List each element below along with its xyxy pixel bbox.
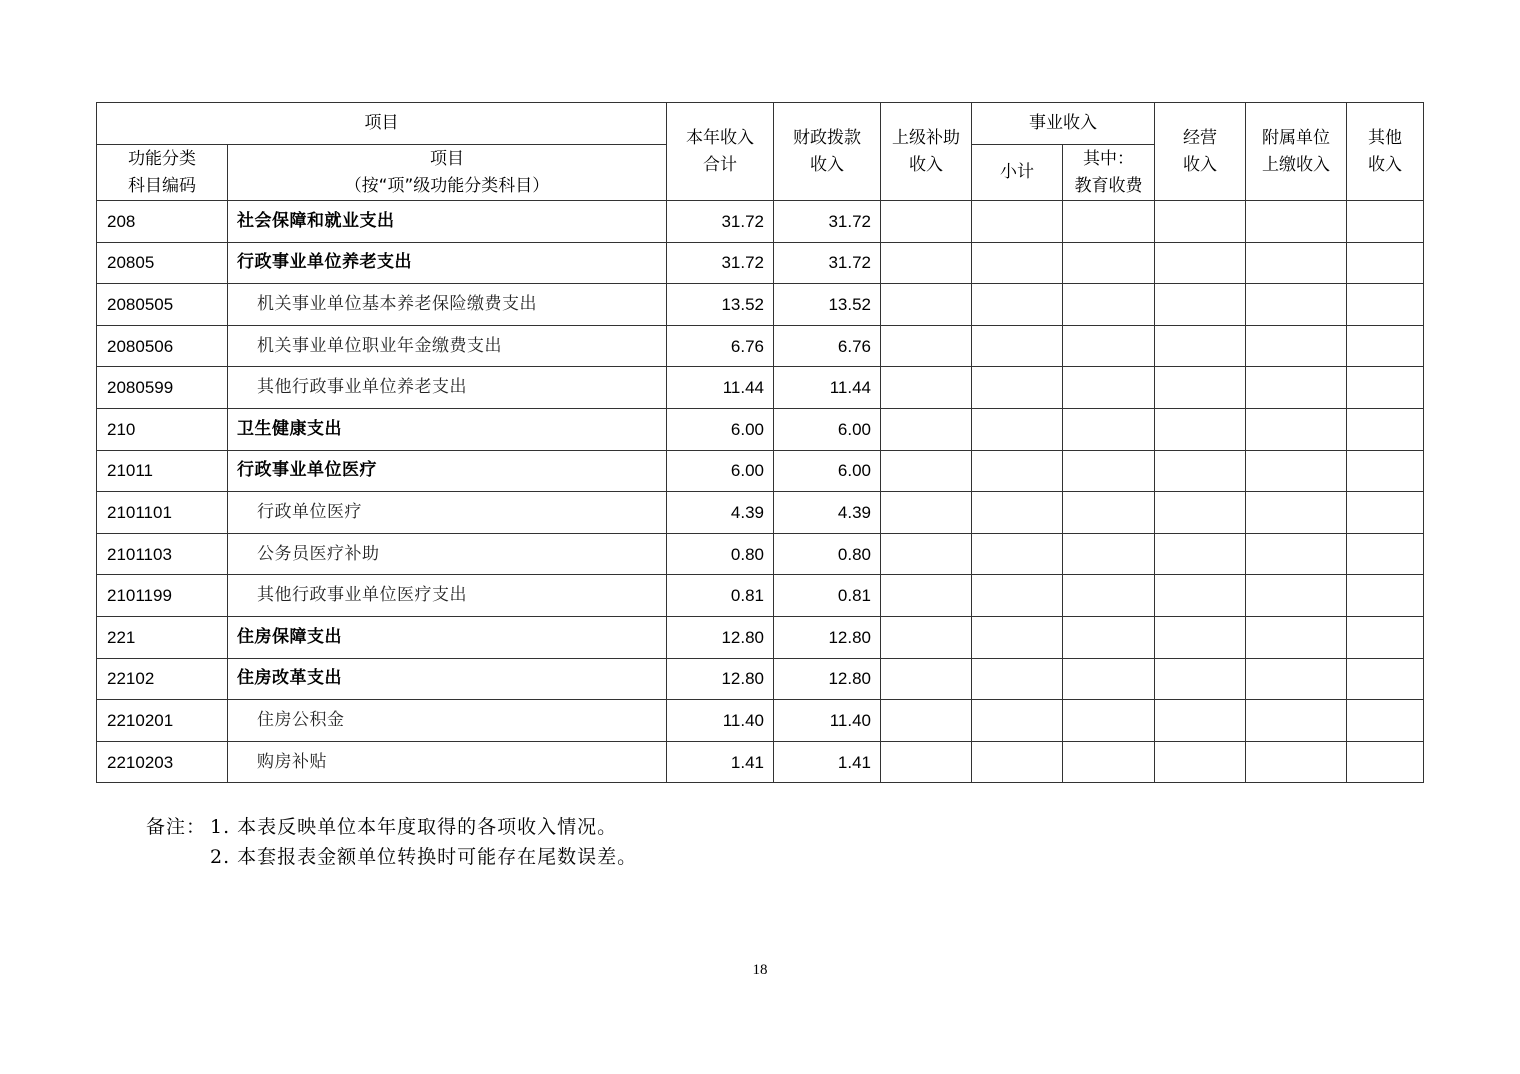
row-total: 4.39: [667, 492, 774, 534]
row-code: 210: [97, 408, 228, 450]
table-header: [97, 103, 1424, 201]
row-code: 2080505: [97, 284, 228, 326]
row-total: 12.80: [667, 616, 774, 658]
header-subtotal: 小计: [972, 145, 1063, 201]
notes-label: 备注：: [146, 816, 207, 838]
notes: [146, 812, 637, 872]
header-affiliated: 附属单位 上缴收入: [1246, 103, 1347, 201]
header-superior: 上级补助 收入: [881, 103, 972, 201]
table-row: [97, 741, 1424, 783]
row-name: 行政单位医疗: [228, 492, 667, 534]
row-name: 行政事业单位养老支出: [228, 242, 667, 284]
row-fiscal: 12.80: [774, 658, 881, 700]
header-total: 本年收入 合计: [667, 103, 774, 201]
table-row: [97, 367, 1424, 409]
row-total: 0.80: [667, 533, 774, 575]
row-fiscal: 12.80: [774, 616, 881, 658]
row-code: 2080599: [97, 367, 228, 409]
header-operating: 经营 收入: [1155, 103, 1246, 201]
row-code: 2080506: [97, 325, 228, 367]
row-code: 2101199: [97, 575, 228, 617]
header-fiscal: 财政拨款 收入: [774, 103, 881, 201]
table-row: [97, 201, 1424, 243]
table-row: [97, 242, 1424, 284]
row-fiscal: 6.00: [774, 408, 881, 450]
income-table: [96, 102, 1424, 783]
row-fiscal: 31.72: [774, 242, 881, 284]
row-name: 住房保障支出: [228, 616, 667, 658]
row-name: 行政事业单位医疗: [228, 450, 667, 492]
row-code: 22102: [97, 658, 228, 700]
row-fiscal: 1.41: [774, 741, 881, 783]
row-fiscal: 11.40: [774, 700, 881, 742]
header-item: 项目 （按“项”级功能分类科目）: [228, 145, 667, 201]
table-row: [97, 658, 1424, 700]
table-body: [97, 201, 1424, 783]
row-fiscal: 4.39: [774, 492, 881, 534]
row-name: 机关事业单位职业年金缴费支出: [228, 325, 667, 367]
row-name: 其他行政事业单位养老支出: [228, 367, 667, 409]
row-code: 221: [97, 616, 228, 658]
row-name: 卫生健康支出: [228, 408, 667, 450]
table-row: [97, 408, 1424, 450]
header-code: 功能分类 科目编码: [97, 145, 228, 201]
row-name: 机关事业单位基本养老保险缴费支出: [228, 284, 667, 326]
row-total: 12.80: [667, 658, 774, 700]
table-row: [97, 575, 1424, 617]
row-total: 11.44: [667, 367, 774, 409]
table-row: [97, 450, 1424, 492]
page-number: 18: [752, 962, 768, 978]
row-code: 20805: [97, 242, 228, 284]
row-fiscal: 6.76: [774, 325, 881, 367]
header-education: 其中： 教育收费: [1063, 145, 1155, 201]
table-row: [97, 492, 1424, 534]
table-row: [97, 616, 1424, 658]
note-item: 2. 本套报表金额单位转换时可能存在尾数误差。: [210, 846, 638, 868]
row-name: 其他行政事业单位医疗支出: [228, 575, 667, 617]
row-fiscal: 13.52: [774, 284, 881, 326]
row-code: 2101101: [97, 492, 228, 534]
row-name: 住房改革支出: [228, 658, 667, 700]
row-fiscal: 31.72: [774, 201, 881, 243]
row-code: 2101103: [97, 533, 228, 575]
row-total: 6.00: [667, 450, 774, 492]
row-name: 住房公积金: [228, 700, 667, 742]
row-fiscal: 11.44: [774, 367, 881, 409]
row-code: 208: [97, 201, 228, 243]
header-business: 事业收入: [972, 103, 1155, 145]
header-other: 其他 收入: [1347, 103, 1424, 201]
row-total: 11.40: [667, 700, 774, 742]
table-row: [97, 284, 1424, 326]
row-total: 13.52: [667, 284, 774, 326]
row-code: 21011: [97, 450, 228, 492]
row-total: 31.72: [667, 201, 774, 243]
row-total: 6.76: [667, 325, 774, 367]
row-total: 0.81: [667, 575, 774, 617]
table-row: [97, 533, 1424, 575]
note-item: 1. 本表反映单位本年度取得的各项收入情况。: [210, 816, 618, 838]
row-fiscal: 0.81: [774, 575, 881, 617]
row-fiscal: 0.80: [774, 533, 881, 575]
row-total: 6.00: [667, 408, 774, 450]
row-total: 31.72: [667, 242, 774, 284]
table-row: [97, 325, 1424, 367]
row-fiscal: 6.00: [774, 450, 881, 492]
row-name: 公务员医疗补助: [228, 533, 667, 575]
row-name: 社会保障和就业支出: [228, 201, 667, 243]
row-code: 2210203: [97, 741, 228, 783]
table-row: [97, 700, 1424, 742]
header-xiangmu: 项目: [97, 103, 667, 145]
row-code: 2210201: [97, 700, 228, 742]
row-name: 购房补贴: [228, 741, 667, 783]
row-total: 1.41: [667, 741, 774, 783]
